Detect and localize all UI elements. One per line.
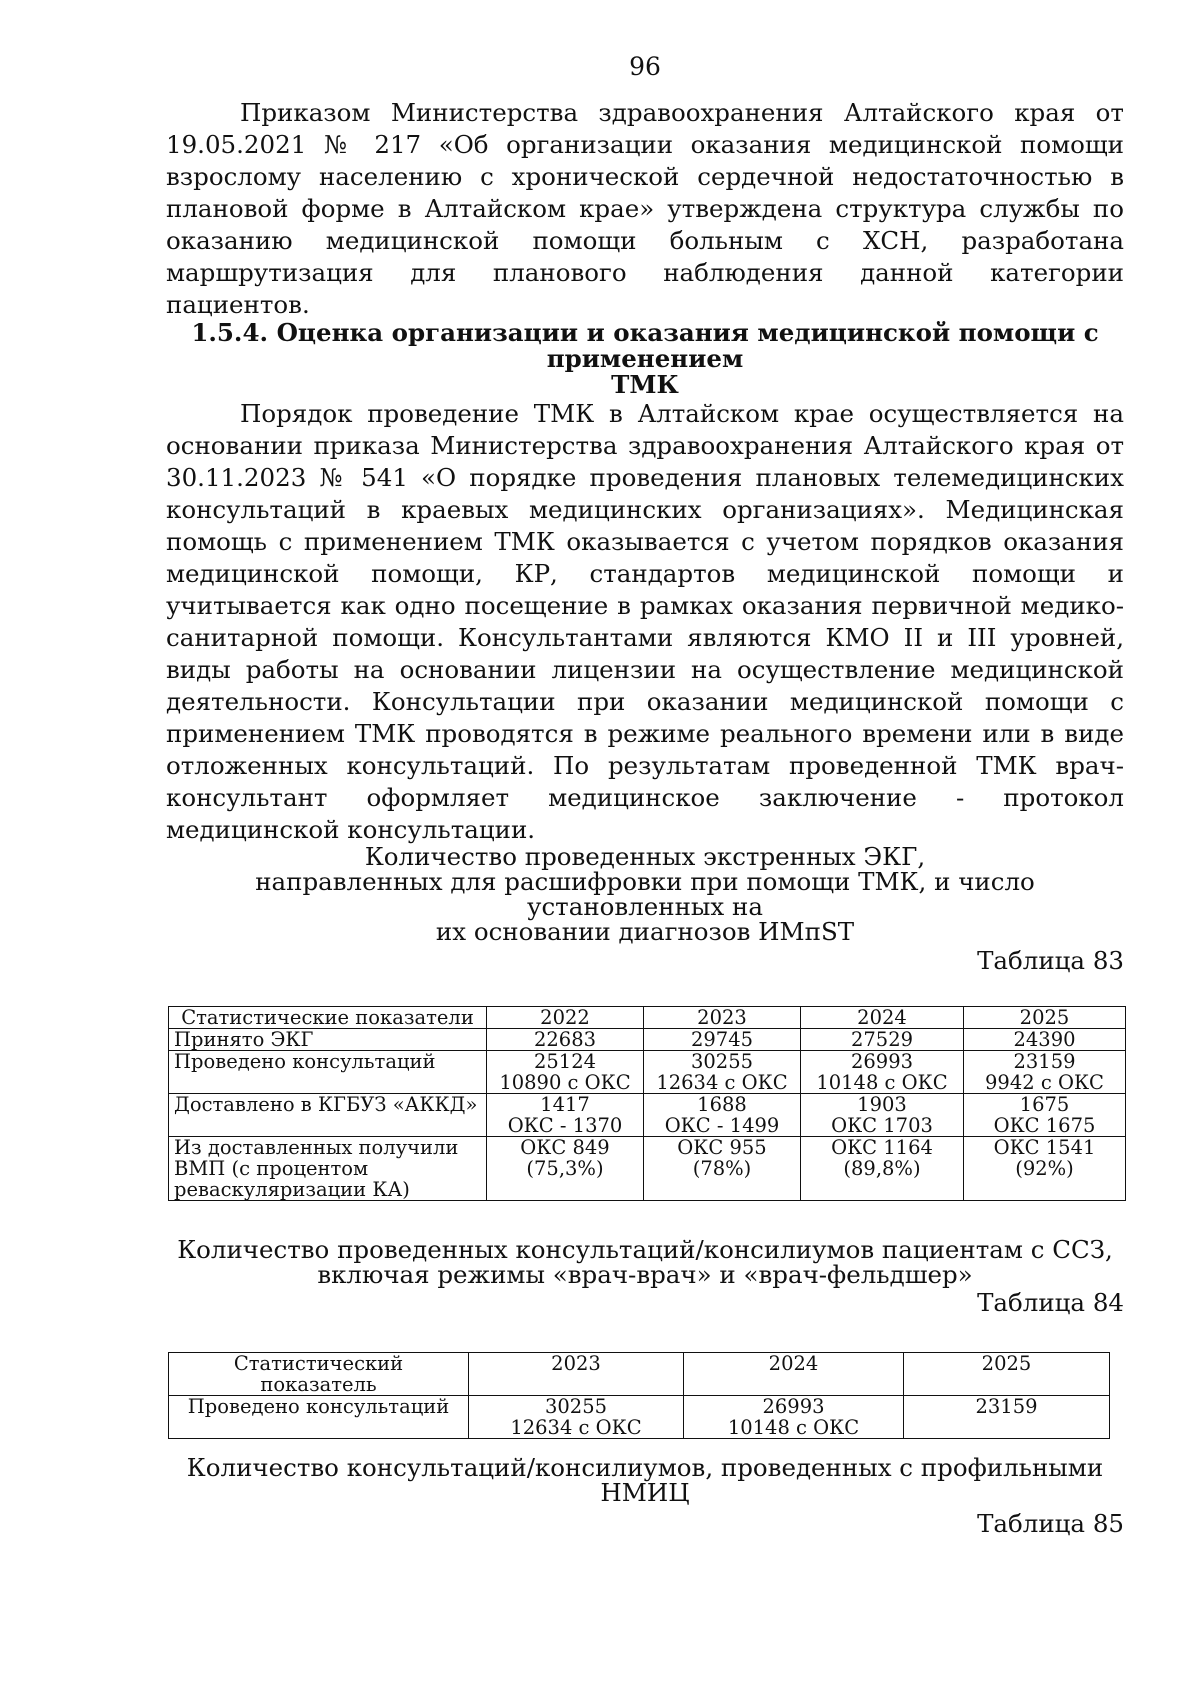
table83-cell	[801, 1029, 964, 1051]
table84-header-cell: 2023	[469, 1353, 684, 1396]
cell-line: ОКС 849	[520, 1136, 610, 1159]
table83-cell	[801, 1137, 964, 1201]
cell-line: 29745	[690, 1028, 754, 1051]
table84-cell	[684, 1396, 904, 1439]
cell-line: (75,3%)	[526, 1157, 604, 1180]
table84-caption	[166, 1237, 1124, 1287]
cell-line: ОКС 1675	[993, 1114, 1096, 1137]
cell-line: 1417	[540, 1093, 590, 1116]
table84-row-label	[169, 1396, 469, 1439]
table83-header-cell: 2024	[801, 1007, 964, 1029]
cell-line: Из доставленных получили	[174, 1136, 459, 1159]
table83-caption-line1: Количество проведенных экстренных ЭКГ,	[364, 842, 926, 871]
cell-line: 1688	[697, 1093, 747, 1116]
page-number: 96	[629, 52, 661, 81]
table84-header-cell: 2025	[904, 1353, 1110, 1396]
table83-cell	[487, 1094, 644, 1137]
table-row	[169, 1396, 1110, 1439]
cell-line: реваскуляризации КА)	[174, 1178, 410, 1201]
table83-header-cell: Статистические показатели	[169, 1007, 487, 1029]
table85-caption: Количество консультаций/консилиумов, проведенных с профильными НМИЦ	[186, 1453, 1104, 1507]
table83-header-cell: 2025	[964, 1007, 1126, 1029]
cell-line: 23159	[1013, 1050, 1076, 1073]
table83-cell	[964, 1137, 1126, 1201]
table-row	[169, 1137, 1126, 1201]
table83-row-label	[169, 1094, 487, 1137]
cell-line: 1675	[1019, 1093, 1070, 1116]
cell-line: 22683	[533, 1028, 597, 1051]
cell-line: 24390	[1013, 1028, 1076, 1051]
table83-row-label	[169, 1029, 487, 1051]
table83-cell	[487, 1029, 644, 1051]
table83-cell	[964, 1029, 1126, 1051]
table-row	[169, 1094, 1126, 1137]
paragraph-tmk-order: Порядок проведение ТМК в Алтайском крае осуществляется на основании приказа Министерства здравоохранения Алтайского края от 30.11.2023 № 541 «О порядке проведения плановых телемедицинских консультаций в краевых медицинских организациях». Медицинская помощь с применением ТМК оказывается с учетом порядков оказания медицинской помощи, КР, стандартов медицинской помощи и учитывается как одно посещение в рамках оказания первичной медико-санитарной помощи. Консультантами являются КМО II и III уровней, виды работы на основании лицензии на осуществление медицинской деятельности. Консультации при оказании медицинской помощи с применением ТМК проводятся в режиме реального времени или в виде отложенных консультаций. По результатам проведенной ТМК врач-консультант оформляет медицинское заключение - протокол медицинской консультации.	[166, 399, 1124, 844]
cell-line: 30255	[690, 1050, 754, 1073]
cell-line: ОКС - 1370	[507, 1114, 623, 1137]
cell-line: ОКС 1164	[831, 1136, 933, 1159]
section-heading-1-5-4	[166, 320, 1124, 398]
cell-line: (89,8%)	[843, 1157, 921, 1180]
section-heading-line2: ТМК	[611, 370, 679, 399]
table83-row-label	[169, 1051, 487, 1094]
table84	[168, 1352, 1110, 1439]
cell-line: ОКС - 1499	[664, 1114, 780, 1137]
table83-caption	[166, 844, 1124, 944]
table83-cell	[487, 1051, 644, 1094]
table83-header-row	[169, 1007, 1126, 1029]
table83-cell	[644, 1094, 801, 1137]
table84-header-row	[169, 1353, 1110, 1396]
cell-line: 10148 с ОКС	[816, 1071, 948, 1094]
cell-line: ВМП (с процентом	[174, 1157, 369, 1180]
table84-header-cell: Статистический показатель	[169, 1353, 469, 1396]
table-row	[169, 1029, 1126, 1051]
table-row	[169, 1051, 1126, 1094]
table83-header-cell: 2022	[487, 1007, 644, 1029]
cell-line: (78%)	[692, 1157, 752, 1180]
table83-caption-line3: их основании диагнозов ИМпST	[435, 917, 855, 946]
table83-cell	[964, 1094, 1126, 1137]
table83-cell	[801, 1094, 964, 1137]
table85-label: Таблица 85	[977, 1509, 1124, 1538]
table83-cell	[644, 1029, 801, 1051]
table83-caption-line2: направленных для расшифровки при помощи ТМК, и число установленных на	[255, 867, 1035, 921]
table83-cell	[644, 1051, 801, 1094]
cell-line: (92%)	[1015, 1157, 1074, 1180]
cell-line: Проведено консультаций	[187, 1395, 450, 1418]
cell-line: 12634 с ОКС	[656, 1071, 788, 1094]
table83-header-cell: 2023	[644, 1007, 801, 1029]
table84-header-cell: 2024	[684, 1353, 904, 1396]
table83-row-label	[169, 1137, 487, 1201]
cell-line: 12634 с ОКС	[510, 1416, 642, 1439]
cell-line: 26993	[850, 1050, 914, 1073]
cell-line: ОКС 1541	[993, 1136, 1096, 1159]
table84-caption-line1: Количество проведенных консультаций/консилиумов пациентам с ССЗ,	[177, 1235, 1113, 1264]
cell-line: 1903	[857, 1093, 907, 1116]
cell-line: 30255	[544, 1395, 608, 1418]
cell-line: 9942 с ОКС	[985, 1071, 1104, 1094]
table84-label: Таблица 84	[977, 1288, 1124, 1317]
cell-line: Доставлено в КГБУЗ «АККД»	[174, 1093, 478, 1116]
table83-cell	[964, 1051, 1126, 1094]
cell-line: 26993	[762, 1395, 825, 1418]
cell-line: ОКС 1703	[831, 1114, 933, 1137]
cell-line: ОКС 955	[677, 1136, 767, 1159]
table83-cell	[801, 1051, 964, 1094]
cell-line: 25124	[533, 1050, 597, 1073]
table84-caption-line2: включая режимы «врач-врач» и «врач-фельдшер»	[317, 1260, 973, 1289]
table84-cell	[904, 1396, 1110, 1439]
table83-cell	[487, 1137, 644, 1201]
section-heading-line1: 1.5.4. Оценка организации и оказания медицинской помощи с применением	[191, 318, 1099, 373]
table84-cell	[469, 1396, 684, 1439]
cell-line: 27529	[850, 1028, 914, 1051]
cell-line: 10890 с ОКС	[499, 1071, 631, 1094]
table83-cell	[644, 1137, 801, 1201]
cell-line: 10148 с ОКС	[727, 1416, 860, 1439]
cell-line: Проведено консультаций	[174, 1050, 436, 1073]
table83	[168, 1006, 1126, 1201]
cell-line: Принято ЭКГ	[174, 1028, 314, 1051]
table83-label: Таблица 83	[977, 946, 1124, 975]
cell-line: 23159	[975, 1395, 1038, 1418]
paragraph-order-217: Приказом Министерства здравоохранения Алтайского края от 19.05.2021 № 217 «Об организации оказания медицинской помощи взрослому населению с хронической сердечной недостаточностью в плановой форме в Алтайском крае» утверждена структура службы по оказанию медицинской помощи больным с ХСН, разработана маршрутизация для планового наблюдения данной категории пациентов.	[166, 98, 1124, 319]
